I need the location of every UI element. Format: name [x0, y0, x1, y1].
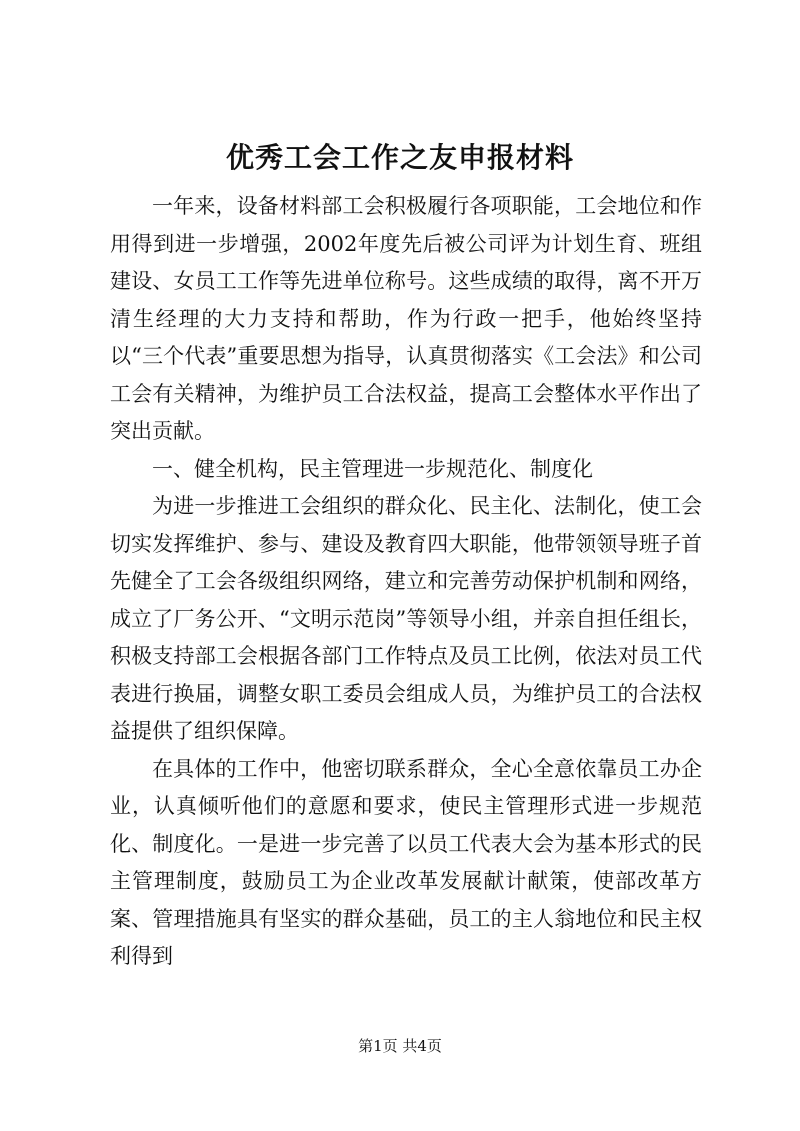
- document-title: 优秀工会工作之友申报材料: [225, 141, 574, 174]
- paragraph-intro: 一年来，设备材料部工会积极履行各项职能，工会地位和作用得到进一步增强，2002年度先后被公司评为计划生育、班组建设、女员工工作等先进单位称号。这些成绩的取得，离不开万清生经理的大力支持和帮助，作为行政一把手，他始终坚持以“三个代表”重要思想为指导，认真贯彻落实《工会法》和公司工会有关精神，为维护员工合法权益，提高工会整体水平作出了突出贡献。: [110, 194, 702, 443]
- paragraph-democratic-management: 在具体的工作中，他密切联系群众，全心全意依靠员工办企业，认真倾听他们的意愿和要求，使民主管理形式进一步规范化、制度化。一是进一步完善了以员工代表大会为基本形式的民主管理制度，鼓励员工为企业改革发展献计献策，使部改革方案、管理措施具有坚实的群众基础，员工的主人翁地位和民主权利得到: [110, 756, 702, 968]
- document-body: [110, 188, 702, 976]
- page-footer: 第1页 共4页: [358, 1037, 442, 1055]
- paragraph-organization: 为进一步推进工会组织的群众化、民主化、法制化，使工会切实发挥维护、参与、建设及教育四大职能，他带领领导班子首先健全了工会各级组织网络，建立和完善劳动保护机制和网络，成立了厂务公开、“文明示范岗”等领导小组，并亲自担任组长，积极支持部工会根据各部门工作特点及员工比例，依法对员工代表进行换届，调整女职工委员会组成人员，为维护员工的合法权益提供了组织保障。: [110, 494, 702, 743]
- section-heading-1: 一、健全机构，民主管理进一步规范化、制度化: [152, 456, 593, 481]
